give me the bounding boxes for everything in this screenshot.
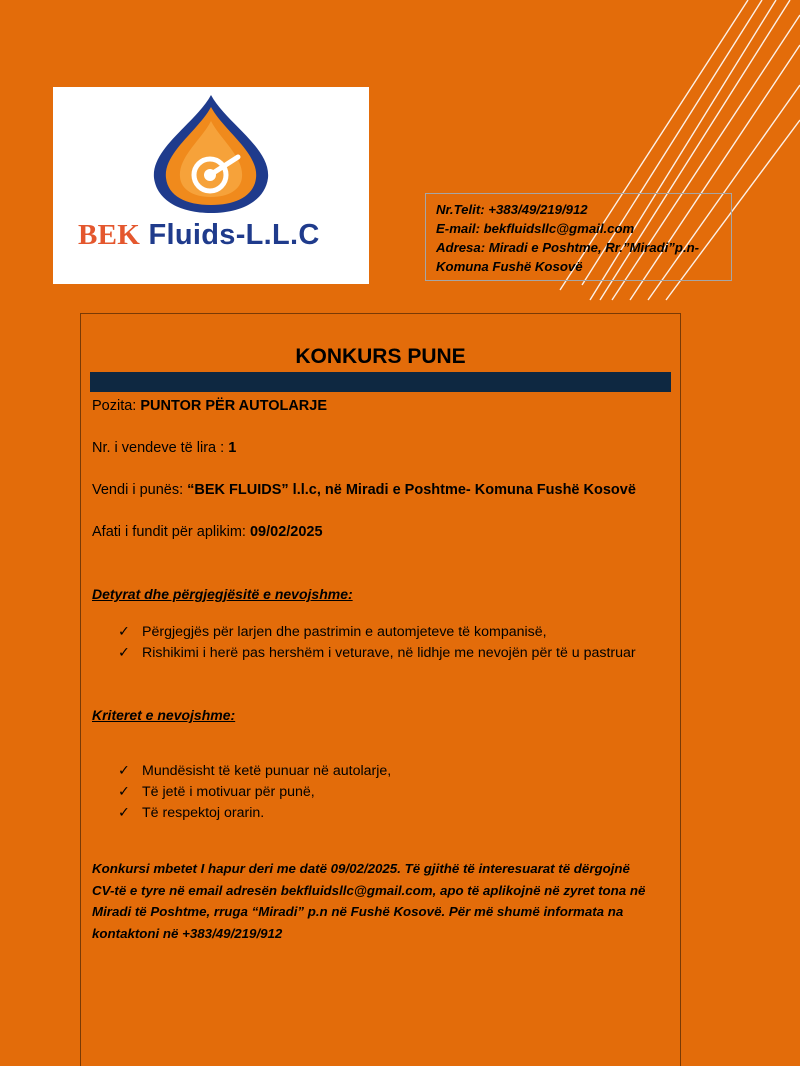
checkmark-icon: ✓ [118,624,130,640]
duties-list [118,622,636,664]
position-line [92,398,327,414]
logo-brand-suffix: Fluids-L.L.C [148,219,320,251]
list-item: ✓ Mundësisht të ketë punuar në autolarje, [118,761,391,782]
list-item: ✓ Rishikimi i herë pas hershëm i veturave, në lidhje me nevojën për të u pastruar [118,643,636,664]
deadline-label: Afati i fundit për aplikim: [92,524,250,540]
list-item: ✓ Të jetë i motivuar për punë, [118,782,391,803]
position-value: PUNTOR PËR AUTOLARJE [140,398,328,414]
contact-address-line-1: Adresa: Miradi e Poshtme, Rr.”Miradi”p.n- [436,240,700,255]
checkmark-icon: ✓ [118,805,130,821]
workplace-value: “BEK FLUIDS” l.l.c, në Miradi e Poshtme- Komuna Fushë Kosovë [187,482,636,498]
duties-heading: Detyrat dhe përgjegjësitë e nevojshme: [92,586,353,602]
contact-info [425,193,732,281]
company-logo [53,87,369,284]
vacancies-value: 1 [228,440,237,456]
page-title: KONKURS PUNE [295,345,466,368]
deadline-value: 09/02/2025 [249,524,323,540]
contact-address-line-2: Komuna Fushë Kosovë [436,259,583,274]
closing-paragraph: Konkursi mbetet I hapur deri me datë 09/02/2025. Të gjithë të interesuarat të dërgojnë CV-të e tyre në email adresën bekfluidsllc@gmail.com, apo të aplikojnë në zyret tona në Miradi të Poshtme, rruga “Miradi” p.n në Fushë Kosovë. Për më shumë informata na kontaktoni në +383/49/219/912 [92,861,646,941]
logo-brand-prefix: BEK [78,219,141,251]
checkmark-icon: ✓ [118,645,130,661]
deadline-line [92,524,323,540]
job-posting [80,313,681,1066]
contact-email: E-mail: bekfluidsllc@gmail.com [436,221,635,236]
criteria-heading: Kriteret e nevojshme: [92,707,236,723]
vacancies-label: Nr. i vendeve të lira : [92,440,229,456]
criteria-list [118,761,391,824]
oil-drop-logo-icon [146,93,276,215]
checkmark-icon: ✓ [118,784,130,800]
logo-wordmark [78,219,320,252]
list-item: ✓ Përgjegjës për larjen dhe pastrimin e automjeteve të kompanisë, [118,622,636,643]
workplace-label: Vendi i punës: [92,482,188,498]
workplace-line [92,482,636,498]
list-item: ✓ Të respektoj orarin. [118,803,391,824]
vacancies-line [92,440,236,456]
title-divider-bar [90,372,671,392]
contact-phone: Nr.Telit: +383/49/219/912 [436,202,588,217]
position-label: Pozita: [92,398,141,414]
checkmark-icon: ✓ [118,763,130,779]
